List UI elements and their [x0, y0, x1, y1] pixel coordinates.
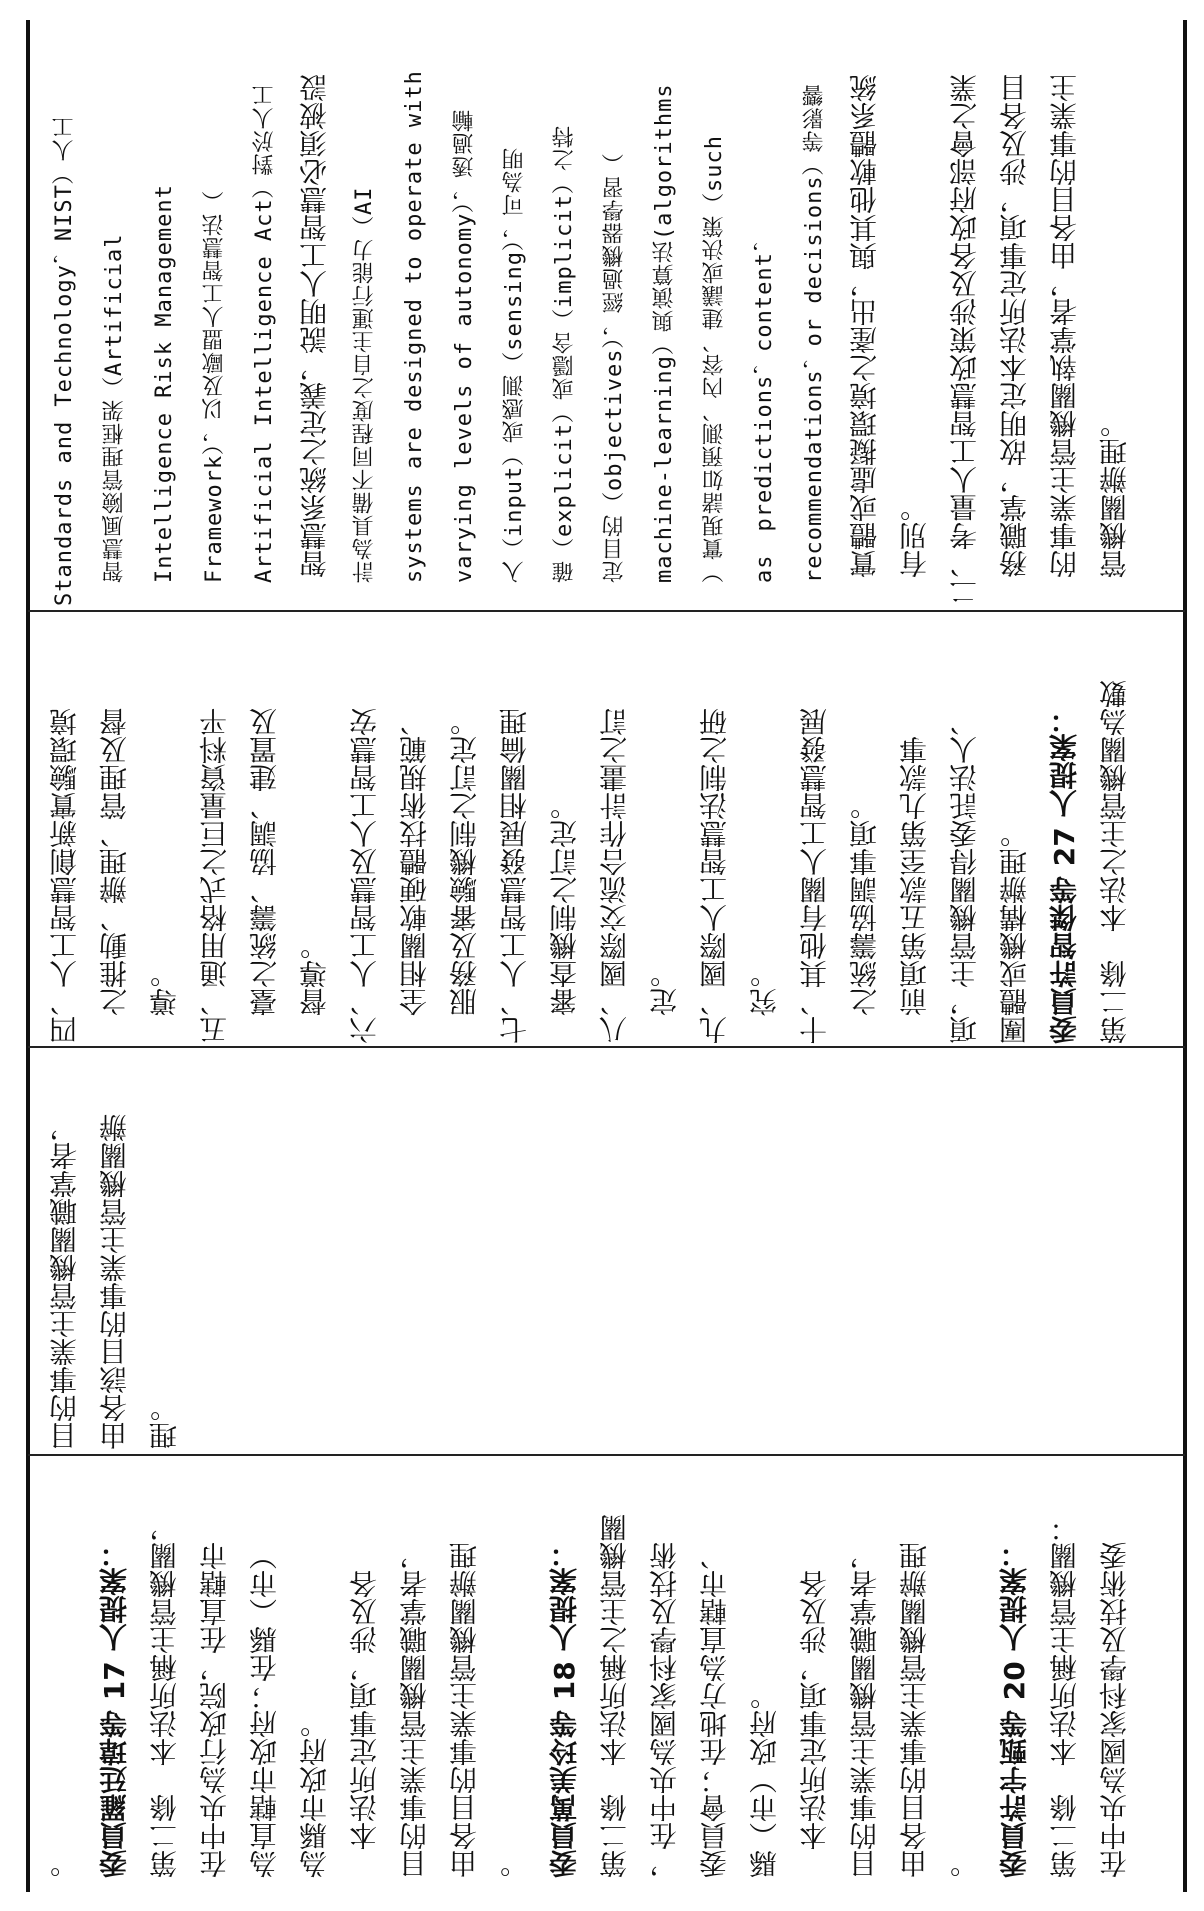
- text-line: 第二條 本法之主管機關為數: [1098, 680, 1131, 1044]
- text-line: ）實現諸如預測、內容、建議或決策（such: [702, 135, 727, 606]
- text-line: machine-learning）與演算法(algorithms: [652, 83, 677, 606]
- text-line: 定目的（objectives），經過機器學習（: [602, 152, 627, 606]
- text-line: 導。: [148, 960, 181, 1044]
- text-line: 目的事業主管機關職掌者，: [48, 1114, 81, 1450]
- text-line: 委員羅廷瑋等 17 人提案：: [98, 1539, 131, 1878]
- text-line: 由各目的事業主管機關辦理: [448, 1542, 481, 1878]
- page-rule-left: [26, 20, 30, 1892]
- text-line: 為縣市政府。: [298, 1710, 331, 1878]
- column-text: [40, 34, 1175, 606]
- text-line: 實體或虛擬環境之產出，與其他軟體系統: [848, 74, 881, 606]
- text-line: 。: [48, 1850, 81, 1878]
- text-line: 四、人工智慧創新實驗環境: [48, 708, 81, 1044]
- column-divider: [28, 1046, 1185, 1048]
- text-line: 管機關辦理。: [1098, 410, 1131, 606]
- text-line: 智慧系統之定義，說明人工智慧必須被設: [298, 74, 331, 606]
- text-line: 六、人工智慧及人工智慧安: [348, 708, 381, 1044]
- text-line: 智慧風險管理框架（Artificial: [102, 233, 127, 606]
- column-text: [40, 1468, 1175, 1878]
- text-line: 二、考量人工智慧政策涉及各政府部會之業: [948, 74, 981, 606]
- text-line: 確（explicit）或隱含（implicit）之特: [552, 125, 577, 606]
- column-text: [40, 1060, 1175, 1450]
- text-line: 由各目的事業主管機關辦理: [898, 1542, 931, 1878]
- page-rule-right: [1183, 20, 1187, 1892]
- text-line: 究。: [748, 960, 781, 1044]
- text-line: 由各該目的事業主管機關辦: [98, 1114, 131, 1450]
- text-line: 理。: [148, 1394, 181, 1450]
- text-line: 定。: [648, 960, 681, 1044]
- text-line: as predictions，content，: [752, 229, 777, 606]
- text-line: 委員萬美玲等 18 人提案：: [548, 1539, 581, 1878]
- text-line: 。: [498, 1850, 531, 1878]
- text-line: Standards and Technology，NIST）人工: [52, 115, 77, 606]
- text-line: Framework），以及歐盟人工智慧法（: [202, 189, 227, 606]
- text-line: 本法所定事項，涉及各: [348, 1570, 381, 1878]
- text-line: 服務及審驗機制之訂定。: [448, 708, 481, 1044]
- text-line: 之推動、辦理、管理及督: [98, 708, 131, 1044]
- text-line: 第二條 本法所稱主管機關：: [1048, 1514, 1081, 1878]
- text-line: 全相關軟硬體技術規範、: [398, 708, 431, 1044]
- text-line: 目的事業主管機關職掌者，: [848, 1542, 881, 1878]
- text-line: 委員許宇甄等 20 人提案：: [998, 1539, 1031, 1878]
- text-line: 的事業主管機關執掌者，由各目的事業主: [1048, 74, 1081, 606]
- text-line: 。: [948, 1850, 981, 1878]
- text-line: 縣（市）政府。: [748, 1682, 781, 1878]
- text-line: 團體或機構辦理。: [998, 820, 1031, 1044]
- column-text: [40, 624, 1175, 1044]
- proposal-text-column: [40, 624, 1175, 1044]
- text-line: 委員會；在地方為直轄市、: [698, 1542, 731, 1878]
- text-line: 五、通用格式之巨量資料平: [198, 708, 231, 1044]
- text-line: 有別。: [898, 494, 931, 606]
- text-line: 務職掌，故明定本法所定事項，涉及各目: [998, 74, 1031, 606]
- text-line: systems are designed to operate with: [402, 70, 427, 606]
- text-line: 項，主管機關得委託法人、: [948, 708, 981, 1044]
- text-line: 第二條 本法所稱之主管機關: [598, 1514, 631, 1878]
- text-line: 第二條 本法所稱主管機關，: [148, 1514, 181, 1878]
- text-line: 委員許智傑等 27 人提案：: [1048, 705, 1081, 1044]
- column-divider: [28, 610, 1185, 612]
- text-line: 在中央為行政院，在直轄市: [198, 1542, 231, 1878]
- proposal-text-column: [40, 1468, 1175, 1878]
- text-line: varying levels of autonomy），透過輸: [452, 108, 477, 606]
- text-line: recommendations，or decisions）等影響: [802, 83, 827, 606]
- text-line: 計為具備不同程度之自主運行能力（AI: [352, 186, 377, 606]
- text-line: 為直轄市政府；在縣（市）: [248, 1542, 281, 1878]
- text-line: 目的事業主管機關職掌者，: [398, 1542, 431, 1878]
- text-line: Intelligence Risk Management: [152, 184, 177, 606]
- text-line: 九、國際人工智慧法制之研: [698, 708, 731, 1044]
- text-line: 十、其他有關人工智慧發展: [798, 708, 831, 1044]
- text-line: 督導。: [298, 932, 331, 1044]
- text-line: Artificial Intelligence Act）對於人工: [252, 83, 277, 606]
- text-line: 八、國際交流合作計畫之訂: [598, 708, 631, 1044]
- text-line: 七、人工智慧發展相關倫理: [498, 708, 531, 1044]
- column-divider: [28, 1454, 1185, 1456]
- text-line: 入（input）或感測（sensing），可為明: [502, 147, 527, 606]
- text-line: 臺之統籌、協調、建置及: [248, 708, 281, 1044]
- text-line: 審查機制之訂定。: [548, 792, 581, 1044]
- text-line: 前項第五款至第九款事: [898, 736, 931, 1044]
- text-line: 本法所定事項，涉及各: [798, 1570, 831, 1878]
- proposal-text-column: [40, 1060, 1175, 1450]
- explanation-text-column: [40, 34, 1175, 606]
- text-line: ，在中央為國家科學及技術: [648, 1542, 681, 1878]
- text-line: 之統籌協調事項。: [848, 792, 881, 1044]
- text-line: 在中央為國家科學及技術委: [1098, 1542, 1131, 1878]
